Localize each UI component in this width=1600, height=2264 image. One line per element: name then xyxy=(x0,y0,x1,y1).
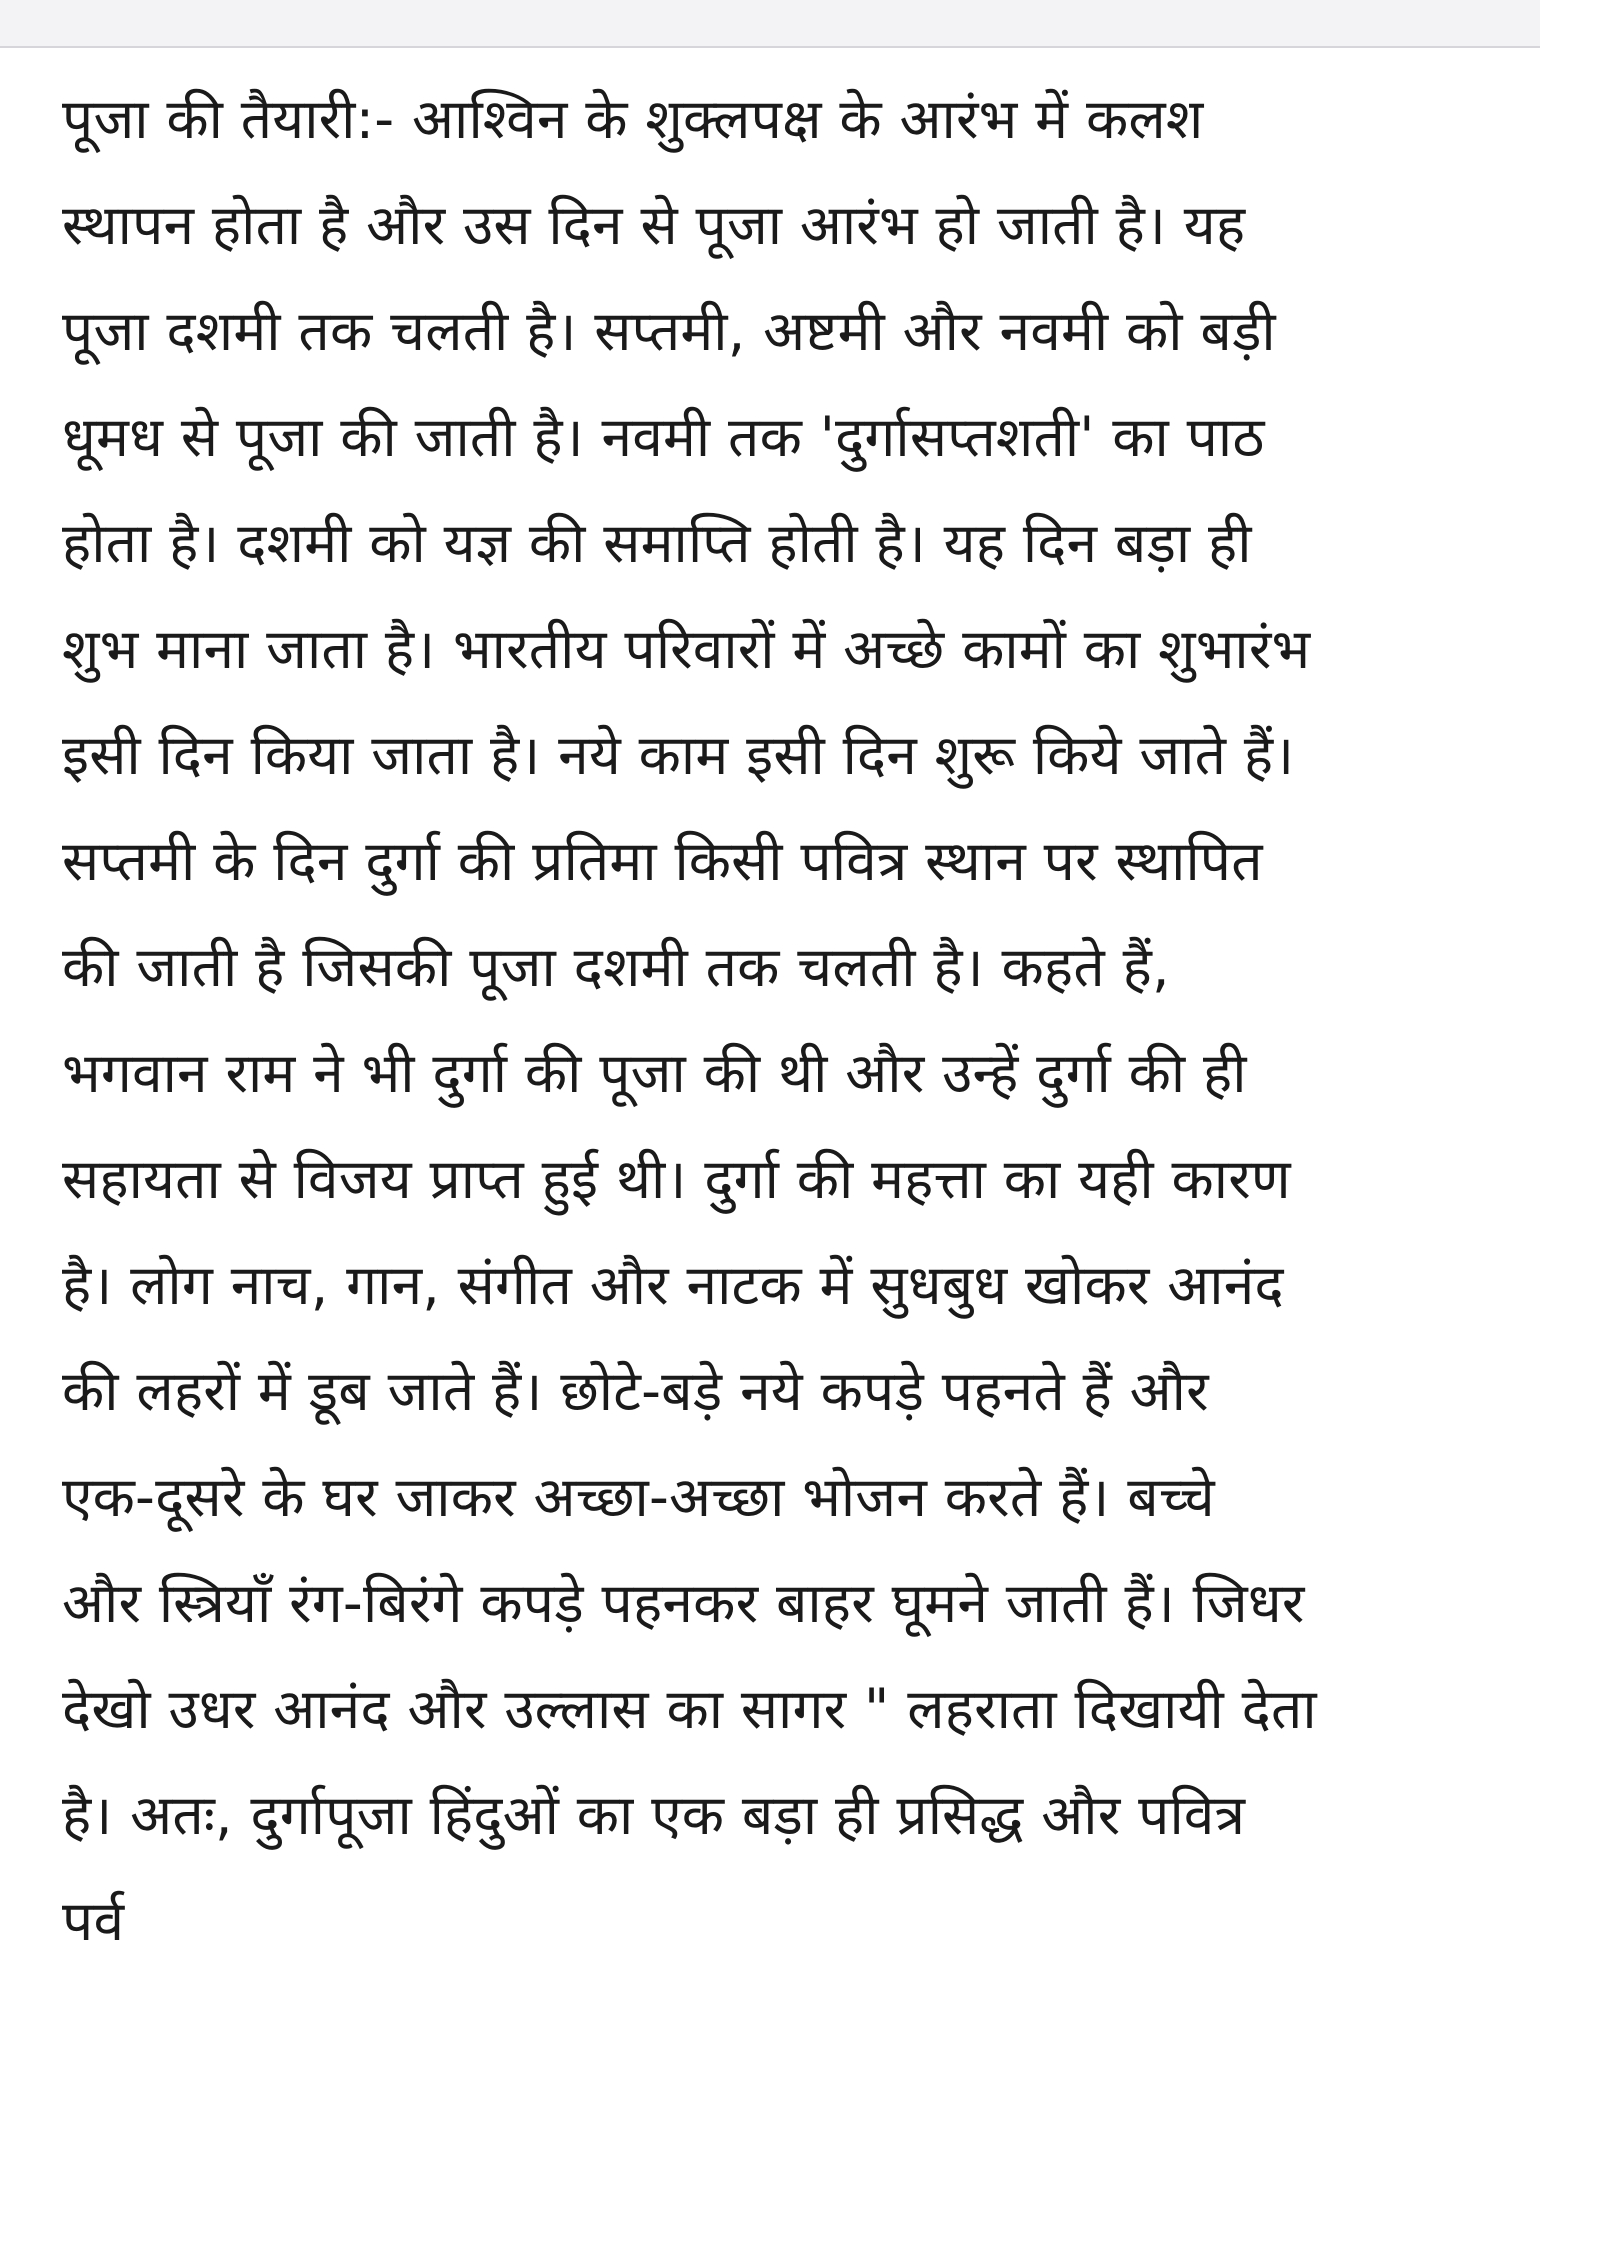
text-line-11: सहायता से विजय प्राप्त हुई थी। दुर्गा की महत्ता का यही कारण xyxy=(62,1147,1291,1211)
text-line-3: पूजा दशमी तक चलती है। सप्तमी, अष्टमी और नवमी को बड़ी xyxy=(62,299,1276,363)
text-line-10: भगवान राम ने भी दुर्गा की पूजा की थी और उन्हें दुर्गा की ही xyxy=(62,1041,1247,1105)
text-line-13: की लहरों में डूब जाते हैं। छोटे-बड़े नये कपड़े पहनते हैं और xyxy=(62,1359,1209,1423)
text-line-16: देखो उधर आनंद और उल्लास का सागर " लहराता दिखायी देता xyxy=(62,1677,1317,1741)
text-line-4: धूमध से पूजा की जाती है। नवमी तक 'दुर्गासप्तशती' का पाठ xyxy=(62,405,1265,469)
text-line-8: सप्तमी के दिन दुर्गा की प्रतिमा किसी पवित्र स्थान पर स्थापित xyxy=(62,829,1263,893)
text-line-17: है। अतः, दुर्गापूजा हिंदुओं का एक बड़ा ही प्रसिद्ध और पवित्र xyxy=(62,1783,1246,1847)
text-line-7: इसी दिन किया जाता है। नये काम इसी दिन शुरू किये जाते हैं। xyxy=(62,723,1295,787)
text-line-15: और स्त्रियाँ रंग-बिरंगे कपड़े पहनकर बाहर घूमने जाती हैं। जिधर xyxy=(62,1571,1305,1635)
text-line-12: है। लोग नाच, गान, संगीत और नाटक में सुधबुध खोकर आनंद xyxy=(62,1253,1284,1317)
text-line-5: होता है। दशमी को यज्ञ की समाप्ति होती है। यह दिन बड़ा ही xyxy=(62,511,1252,575)
text-line-9: की जाती है जिसकी पूजा दशमी तक चलती है। कहते हैं, xyxy=(62,935,1170,999)
text-line-18: पर्व xyxy=(62,1889,125,1953)
article-text xyxy=(62,66,1562,1974)
text-line-6: शुभ माना जाता है। भारतीय परिवारों में अच्छे कामों का शुभारंभ xyxy=(62,617,1311,681)
text-line-2: स्थापन होता है और उस दिन से पूजा आरंभ हो जाती है। यह xyxy=(62,193,1246,257)
text-line-1: पूजा की तैयारी:- आश्विन के शुक्लपक्ष के आरंभ में कलश xyxy=(62,87,1204,151)
top-strip xyxy=(0,0,1540,48)
text-line-14: एक-दूसरे के घर जाकर अच्छा-अच्छा भोजन करते हैं। बच्चे xyxy=(62,1465,1215,1529)
